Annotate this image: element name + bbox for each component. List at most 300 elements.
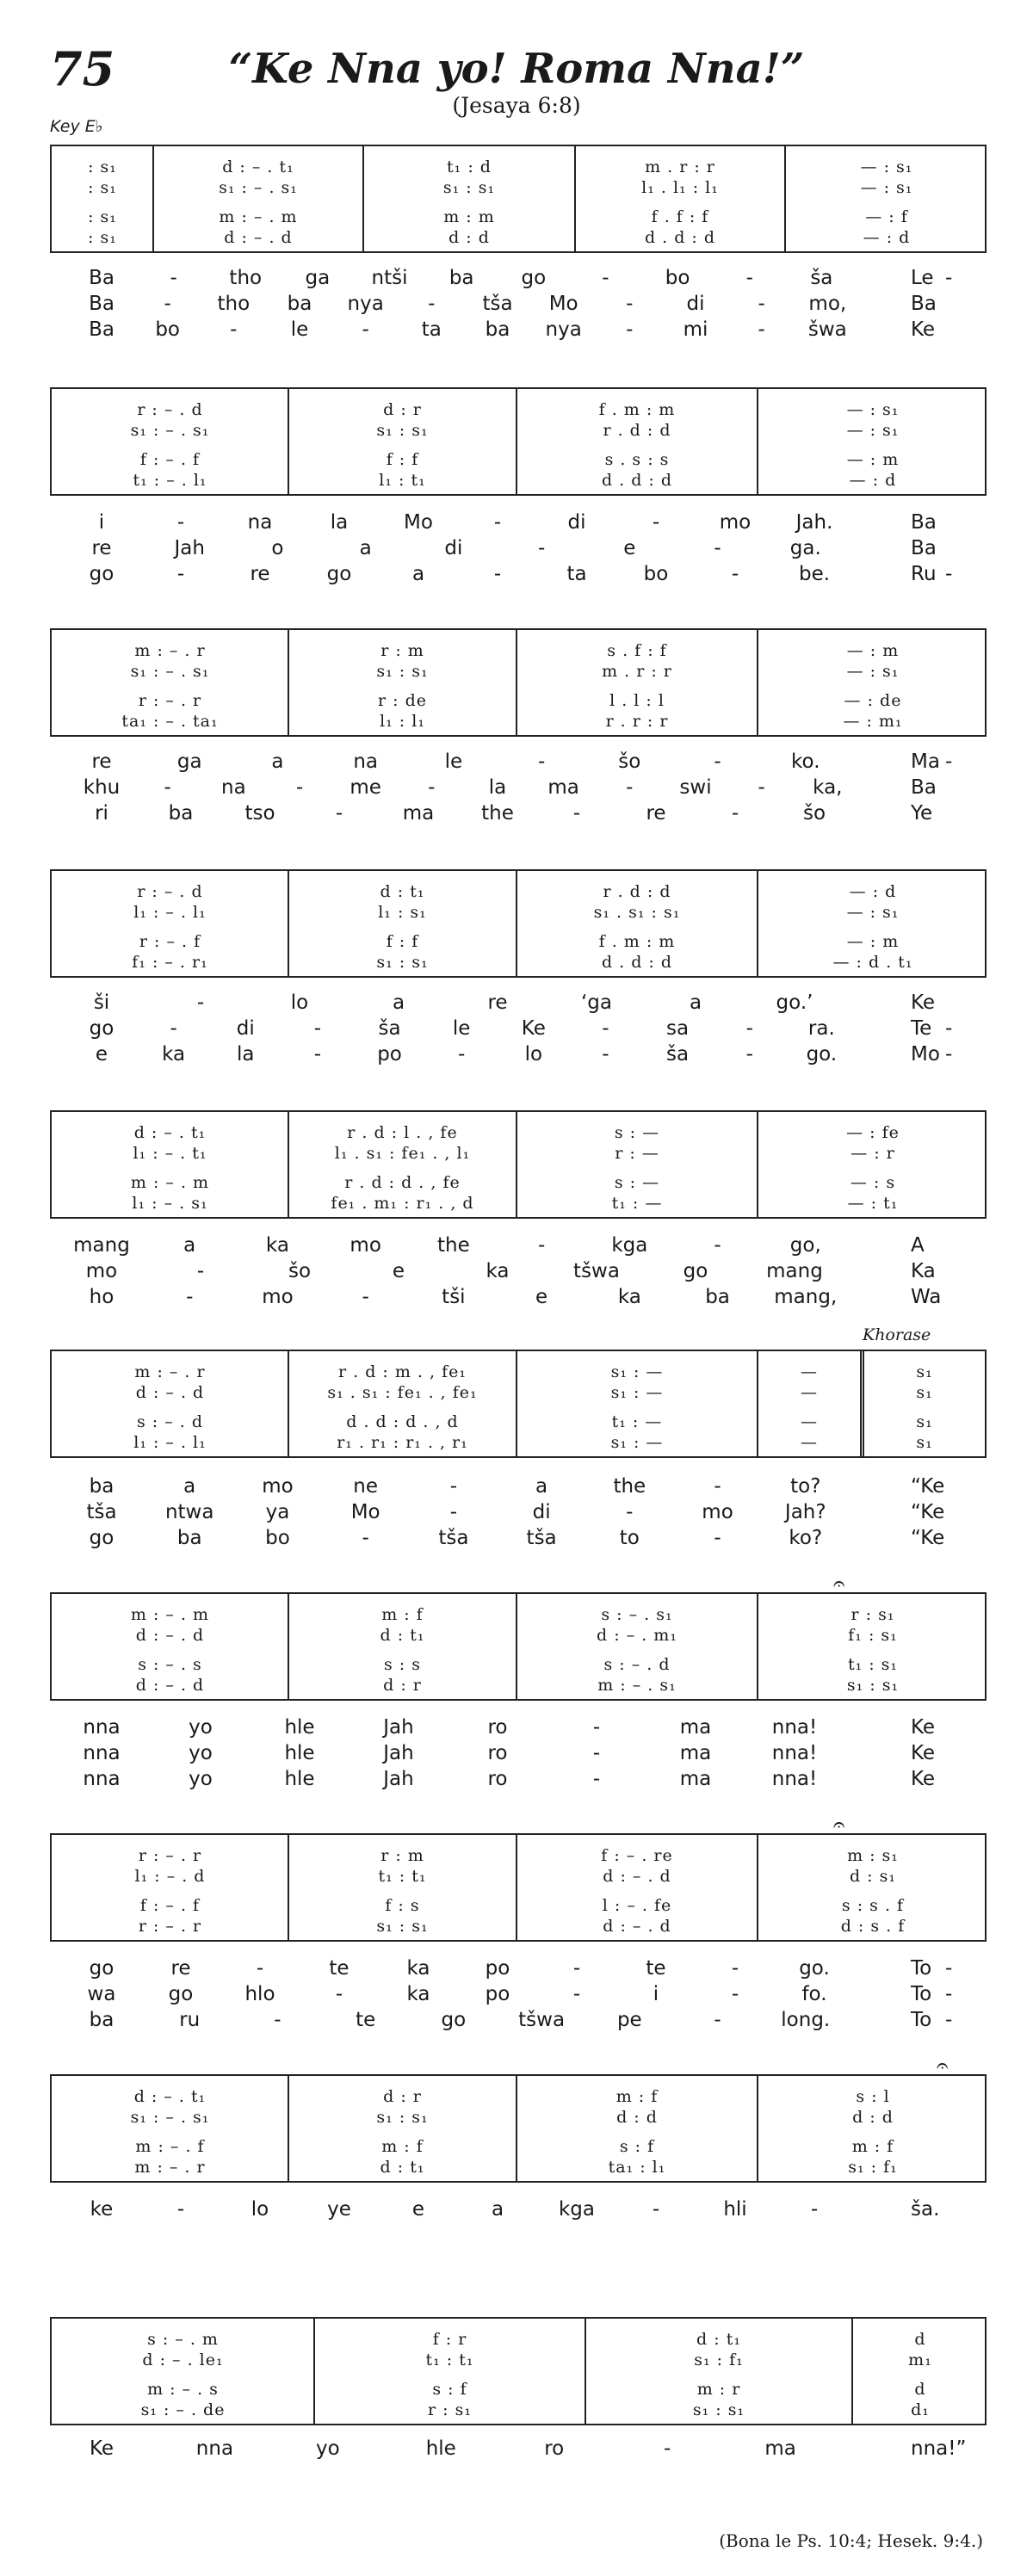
- voice-row: [52, 931, 985, 952]
- lyric-line: [50, 1499, 987, 1525]
- solfa-measure: — : fe: [846, 1123, 900, 1142]
- lyric-syllable: Ba: [89, 267, 114, 289]
- lyric-syllable: Le: [911, 267, 934, 289]
- solfa-measure: d . d : d . , d: [346, 1412, 459, 1431]
- lyric-syllable: nya: [545, 318, 582, 341]
- voice-row: [52, 470, 985, 491]
- solfa-measure: s₁ : – . de: [140, 2400, 226, 2419]
- lyric-syllable: ru: [179, 2009, 201, 2031]
- solfa-measure: —: [801, 1433, 818, 1452]
- solfa-measure: r : – . d: [137, 882, 203, 901]
- lyric-syllable: -: [714, 2009, 721, 2031]
- solfa-measure: m : m: [443, 207, 495, 226]
- score-system: [50, 1833, 987, 1942]
- lyric-syllable: nna!”: [911, 2437, 967, 2460]
- lyric-syllable: -: [714, 751, 721, 773]
- lyric-syllable: Ye: [911, 802, 933, 825]
- lyric-syllable: -: [731, 1983, 739, 2005]
- lyric-syllable: -: [652, 2198, 660, 2221]
- lyric-syllable: nna: [83, 1768, 121, 1790]
- lyric-syllable: go,: [789, 1234, 821, 1257]
- solfa-measure: : s₁: [88, 228, 117, 247]
- solfa-measure: t₁ : —: [611, 1194, 663, 1213]
- lyric-syllable: -: [626, 318, 634, 341]
- lyric-syllable: -: [945, 1017, 953, 1040]
- solfa-measure: s₁ : —: [610, 1433, 664, 1452]
- lyric-syllable: tho: [217, 293, 251, 315]
- lyric-syllable: -: [449, 1475, 458, 1498]
- lyric-syllable: di: [567, 511, 586, 534]
- voice-row: [52, 449, 985, 470]
- solfa-measure: s : s . f: [841, 1896, 905, 1915]
- voice-row: [52, 1172, 985, 1193]
- lyric-syllable: -: [945, 751, 953, 773]
- solfa-measure: — : s₁: [846, 421, 900, 440]
- lyric-syllable: re: [91, 537, 112, 559]
- lyric-line: [50, 1041, 987, 1067]
- lyric-syllable: a: [183, 1234, 196, 1257]
- lyric-syllable: nna: [195, 2437, 234, 2460]
- lyric-syllable: -: [164, 776, 171, 799]
- lyric-syllable: -: [745, 1017, 753, 1040]
- lyric-syllable: go.: [799, 1957, 830, 1980]
- solfa-measure: — : s₁: [860, 158, 913, 176]
- solfa-measure: m . r : r: [645, 158, 715, 176]
- solfa-measure: m₁: [908, 2351, 932, 2369]
- solfa-measure: —: [801, 1362, 818, 1381]
- lyric-syllable: Ba: [911, 776, 937, 799]
- lyric-syllable: -: [196, 991, 205, 1014]
- lyric-line: [50, 1232, 987, 1258]
- lyric-syllable: ši: [93, 991, 110, 1014]
- voice-row: [52, 952, 985, 973]
- score-system: [50, 1350, 987, 1458]
- lyric-syllable: a: [689, 991, 702, 1014]
- lyric-syllable: go: [441, 2009, 467, 2031]
- lyric-syllable: -: [714, 1234, 721, 1257]
- solfa-measure: : s₁: [88, 207, 117, 226]
- lyric-syllable: -: [458, 1043, 466, 1066]
- solfa-measure: s : – . s: [138, 1655, 202, 1674]
- lyric-line: [50, 1714, 987, 1740]
- lyric-syllable: tso: [244, 802, 275, 825]
- solfa-measure: f . m : m: [598, 932, 676, 951]
- voice-row: [52, 2329, 985, 2350]
- lyric-line: [50, 561, 987, 587]
- solfa-measure: : s₁: [88, 178, 117, 197]
- solfa-measure: s₁: [916, 1362, 933, 1381]
- lyric-syllable: -: [745, 267, 753, 289]
- lyric-syllable: i: [653, 1983, 659, 2005]
- solfa-measure: d : s₁: [849, 1867, 896, 1886]
- lyric-line: [50, 2196, 987, 2222]
- lyric-syllable: go: [683, 1260, 708, 1282]
- lyric-syllable: re: [250, 563, 270, 585]
- solfa-measure: s₁ : f₁: [848, 2158, 898, 2177]
- lyric-syllable: go: [521, 267, 547, 289]
- lyric-syllable: go: [168, 1983, 194, 2005]
- lyric-syllable: ša: [378, 1017, 401, 1040]
- voice-row: [52, 2157, 985, 2178]
- lyric-syllable: a: [183, 1475, 196, 1498]
- lyric-syllable: -: [758, 293, 765, 315]
- lyric-syllable: tho: [229, 267, 263, 289]
- lyric-syllable: fo.: [801, 1983, 827, 2005]
- lyric-syllable: bo: [643, 563, 669, 585]
- score-system: [50, 2317, 987, 2425]
- lyric-syllable: To: [911, 2009, 932, 2031]
- solfa-measure: s : —: [614, 1173, 660, 1192]
- voice-row: [52, 227, 985, 248]
- score-system: [50, 869, 987, 978]
- lyric-syllable: ba: [705, 1286, 730, 1308]
- lyric-syllable: -: [714, 1475, 721, 1498]
- lyric-syllable: tša: [526, 1527, 557, 1549]
- solfa-measure: f : – . re: [601, 1846, 673, 1865]
- solfa-measure: —: [801, 1412, 818, 1431]
- lyric-syllable: di: [236, 1017, 255, 1040]
- solfa-measure: t₁ : t₁: [378, 1867, 427, 1886]
- solfa-measure: s . f : f: [607, 641, 667, 660]
- voice-row: [52, 1432, 985, 1453]
- lyric-line: [50, 1766, 987, 1792]
- solfa-measure: m : – . r: [134, 2158, 206, 2177]
- lyric-syllable: ga: [176, 751, 202, 773]
- lyric-syllable: -: [602, 1043, 609, 1066]
- fermata-icon: 𝄐: [833, 1572, 845, 1596]
- lyric-syllable: po: [485, 1957, 510, 1980]
- lyric-syllable: i: [98, 511, 105, 534]
- lyric-syllable: ša: [666, 1043, 690, 1066]
- lyric-syllable: go.: [806, 1043, 838, 1066]
- solfa-measure: f . m : m: [598, 400, 676, 419]
- hymn-number: 75: [50, 41, 115, 96]
- solfa-measure: s₁ : s₁: [692, 2400, 745, 2419]
- lyric-syllable: ša: [810, 267, 833, 289]
- lyric-syllable: sa: [666, 1017, 690, 1040]
- lyric-syllable: -: [731, 1957, 739, 1980]
- lyric-syllable: ra.: [807, 1017, 835, 1040]
- lyric-syllable: swi: [679, 776, 712, 799]
- solfa-measure: — : d: [849, 471, 897, 490]
- voice-row: [52, 1362, 985, 1382]
- lyric-syllable: -: [362, 1527, 369, 1549]
- lyric-syllable: ta: [566, 563, 587, 585]
- lyric-syllable: ma: [679, 1768, 712, 1790]
- lyric-syllable: ga: [305, 267, 331, 289]
- lyric-syllable: go: [89, 1017, 114, 1040]
- lyric-syllable: -: [537, 1234, 546, 1257]
- lyric-syllable: ro: [544, 2437, 565, 2460]
- solfa-measure: r₁ . r₁ : r₁ . , r₁: [337, 1433, 468, 1452]
- lyric-syllable: -: [295, 776, 304, 799]
- solfa-measure: s : – . d: [136, 1412, 203, 1431]
- lyric-syllable: Ke: [89, 2437, 114, 2460]
- lyric-line: [50, 1955, 987, 1981]
- solfa-measure: s : s: [384, 1655, 421, 1674]
- solfa-measure: s₁ : s₁: [442, 178, 496, 197]
- solfa-measure: d : t₁: [380, 2158, 425, 2177]
- voice-row: [52, 690, 985, 711]
- solfa-measure: ta₁ : – . ta₁: [121, 712, 219, 731]
- lyric-syllable: -: [170, 1017, 177, 1040]
- lyric-syllable: bo: [155, 318, 180, 341]
- lyric-syllable: Ba: [911, 293, 937, 315]
- voice-row: [52, 1625, 985, 1646]
- lyric-syllable: Jah: [383, 1742, 414, 1764]
- lyric-line: [50, 1525, 987, 1551]
- solfa-measure: — : t₁: [847, 1194, 899, 1213]
- solfa-measure: s₁ : s₁: [846, 1676, 900, 1695]
- lyric-syllable: šo: [288, 1260, 312, 1282]
- lyric-syllable: hle: [425, 2437, 456, 2460]
- solfa-measure: m : f: [381, 1605, 424, 1624]
- lyric-syllable: -: [256, 1957, 264, 1980]
- voice-row: [52, 1916, 985, 1937]
- voice-row: [52, 1654, 985, 1675]
- voice-row: [52, 399, 985, 420]
- solfa-measure: —: [801, 1383, 818, 1402]
- lyric-syllable: -: [428, 776, 436, 799]
- lyric-syllable: nna: [83, 1742, 121, 1764]
- lyric-syllable: di: [444, 537, 463, 559]
- lyric-syllable: bo: [665, 267, 690, 289]
- solfa-measure: — : s₁: [860, 178, 913, 197]
- lyric-syllable: ro: [487, 1716, 508, 1739]
- lyric-syllable: ta: [421, 318, 442, 341]
- lyric-syllable: šwa: [807, 318, 847, 341]
- lyric-syllable: -: [176, 511, 185, 534]
- voice-row: [52, 2400, 985, 2420]
- lyric-syllable: šo: [802, 802, 826, 825]
- solfa-measure: s : – . s₁: [601, 1605, 673, 1624]
- solfa-measure: r : s₁: [428, 2400, 472, 2419]
- lyric-syllable: go: [326, 563, 352, 585]
- solfa-measure: d : t₁: [380, 1626, 425, 1645]
- solfa-measure: — : de: [844, 691, 902, 710]
- lyric-syllable: a: [411, 563, 425, 585]
- solfa-measure: t₁ : – . l₁: [133, 471, 207, 490]
- solfa-measure: l₁ : – . l₁: [133, 1433, 207, 1452]
- lyric-syllable: -: [714, 537, 721, 559]
- solfa-measure: d : – . m₁: [597, 1626, 677, 1645]
- lyric-syllable: Ba: [89, 293, 114, 315]
- lyric-syllable: re: [487, 991, 508, 1014]
- lyric-syllable: “Ke: [911, 1527, 945, 1549]
- lyric-syllable: nna!: [771, 1716, 818, 1739]
- solfa-measure: — : s: [850, 1173, 896, 1192]
- lyric-syllable: ba: [176, 1527, 202, 1549]
- lyric-syllable: -: [663, 2437, 671, 2460]
- lyric-syllable: -: [186, 1286, 194, 1308]
- lyric-syllable: le: [290, 318, 309, 341]
- lyric-syllable: ro: [487, 1742, 508, 1764]
- lyric-syllable: le: [444, 751, 463, 773]
- solfa-measure: s₁ : – . s₁: [130, 2108, 210, 2127]
- solfa-measure: m : – . m: [130, 1605, 210, 1624]
- lyric-syllable: pe: [616, 2009, 642, 2031]
- lyric-syllable: ne: [353, 1475, 379, 1498]
- lyric-syllable: Ba: [911, 537, 937, 559]
- lyric-syllable: e: [95, 1043, 108, 1066]
- voice-row: [52, 2136, 985, 2157]
- lyric-syllable: e: [623, 537, 636, 559]
- lyric-syllable: la: [237, 1043, 255, 1066]
- lyric-syllable: ma: [764, 2437, 796, 2460]
- lyric-syllable: Te: [911, 1017, 932, 1040]
- solfa-measure: s : —: [614, 1123, 660, 1142]
- solfa-measure: m : – . f: [135, 2137, 205, 2156]
- solfa-measure: — : f: [865, 207, 908, 226]
- lyric-syllable: na: [353, 751, 378, 773]
- lyric-line: [50, 2436, 987, 2462]
- lyric-syllable: Ka: [911, 1260, 936, 1282]
- lyric-line: [50, 1981, 987, 2007]
- lyric-syllable: ka: [406, 1983, 430, 2005]
- lyric-syllable: hli: [723, 2198, 747, 2221]
- solfa-measure: r . d : d: [603, 421, 671, 440]
- solfa-measure: m : – . r: [134, 1362, 206, 1381]
- solfa-measure: m : – . r: [134, 641, 206, 660]
- lyric-syllable: ntwa: [164, 1501, 214, 1523]
- lyric-syllable: mang: [766, 1260, 823, 1282]
- solfa-measure: m : – . m: [130, 1173, 210, 1192]
- voice-row: [52, 1675, 985, 1696]
- lyric-syllable: po: [377, 1043, 402, 1066]
- solfa-measure: s₁ : —: [610, 1362, 664, 1381]
- lyric-syllable: -: [537, 537, 546, 559]
- solfa-measure: : s₁: [88, 158, 117, 176]
- lyric-syllable: lo: [251, 2198, 269, 2221]
- lyric-syllable: e: [411, 2198, 425, 2221]
- lyric-syllable: -: [731, 802, 739, 825]
- solfa-measure: d : – . d: [135, 1676, 205, 1695]
- voice-row: [52, 1845, 985, 1866]
- lyric-syllable: Ma: [911, 751, 940, 773]
- solfa-measure: d : r: [383, 400, 422, 419]
- lyric-syllable: šo: [618, 751, 641, 773]
- lyric-syllable: po: [485, 1983, 510, 2005]
- voice-row: [52, 2107, 985, 2128]
- lyric-syllable: -: [493, 511, 502, 534]
- voice-row: [52, 711, 985, 732]
- lyric-syllable: ba: [89, 2009, 114, 2031]
- voice-row: [52, 207, 985, 227]
- lyric-syllable: nna!: [771, 1742, 818, 1764]
- solfa-measure: d : r: [383, 2087, 422, 2106]
- lyric-syllable: yo: [189, 1716, 213, 1739]
- lyric-syllable: mo: [349, 1234, 381, 1257]
- lyric-syllable: tši: [442, 1286, 466, 1308]
- solfa-measure: — : d . t₁: [832, 953, 913, 972]
- lyric-syllable: Wa: [911, 1286, 942, 1308]
- lyric-syllable: -: [335, 802, 343, 825]
- lyric-syllable: ma: [402, 802, 435, 825]
- lyric-syllable: to: [619, 1527, 640, 1549]
- solfa-measure: t₁ : s₁: [847, 1655, 899, 1674]
- voice-row: [52, 1122, 985, 1143]
- solfa-measure: l₁ : – . d: [134, 1867, 206, 1886]
- lyric-syllable: lo: [524, 1043, 543, 1066]
- solfa-measure: t₁ : d: [447, 158, 492, 176]
- lyric-syllable: Mo: [548, 293, 578, 315]
- lyric-syllable: “Ke: [911, 1475, 945, 1498]
- lyric-syllable: ya: [265, 1501, 290, 1523]
- solfa-measure: r . r : r: [605, 712, 669, 731]
- solfa-measure: f : – . f: [139, 450, 201, 469]
- solfa-measure: s₁ : – . s₁: [130, 421, 210, 440]
- lyric-syllable: -: [572, 1983, 581, 2005]
- score-system: [50, 387, 987, 496]
- lyric-syllable: Ke: [911, 318, 936, 341]
- lyric-syllable: yo: [189, 1768, 213, 1790]
- score-system: [50, 1592, 987, 1701]
- solfa-measure: f : s: [385, 1896, 420, 1915]
- lyric-line: [50, 317, 987, 343]
- lyric-line: [50, 1740, 987, 1766]
- solfa-measure: r : s₁: [851, 1605, 895, 1624]
- lyric-line: [50, 990, 987, 1016]
- solfa-measure: r : – . f: [139, 932, 201, 951]
- lyric-syllable: mo: [85, 1260, 118, 1282]
- lyric-syllable: -: [164, 293, 171, 315]
- lyric-line: [50, 535, 987, 561]
- voice-row: [52, 1412, 985, 1432]
- lyric-syllable: mo: [702, 1501, 733, 1523]
- lyric-syllable: the: [481, 802, 514, 825]
- solfa-measure: m : f: [615, 2087, 659, 2106]
- lyric-syllable: Mo: [911, 1043, 940, 1066]
- solfa-measure: s₁ . s₁ : fe₁ . , fe₁: [327, 1383, 478, 1402]
- solfa-measure: s₁: [916, 1412, 933, 1431]
- lyric-syllable: -: [626, 1501, 634, 1523]
- lyric-syllable: -: [626, 776, 634, 799]
- solfa-measure: ta₁ : l₁: [608, 2158, 666, 2177]
- voice-row: [52, 1866, 985, 1887]
- lyric-syllable: ro: [487, 1768, 508, 1790]
- solfa-measure: s₁ : – . s₁: [219, 178, 298, 197]
- chorus-label: Khorase: [863, 1325, 931, 1344]
- lyric-syllable: long.: [781, 2009, 831, 2031]
- solfa-measure: d . d : d: [601, 471, 673, 490]
- lyric-syllable: a: [359, 537, 372, 559]
- solfa-measure: d : d: [448, 228, 490, 247]
- lyric-syllable: A: [911, 1234, 925, 1257]
- lyric-syllable: ba: [89, 1475, 114, 1498]
- lyric-syllable: -: [176, 2198, 185, 2221]
- lyric-syllable: la: [330, 511, 349, 534]
- solfa-measure: s : l: [856, 2087, 890, 2106]
- lyric-syllable: hle: [284, 1742, 315, 1764]
- lyric-syllable: tšwa: [518, 2009, 566, 2031]
- lyric-syllable: -: [758, 776, 765, 799]
- lyric-syllable: ga.: [789, 537, 821, 559]
- voice-row: [52, 661, 985, 682]
- lyric-line: [50, 749, 987, 775]
- lyric-syllable: na: [247, 511, 273, 534]
- solfa-measure: d : – . t₁: [222, 158, 294, 176]
- lyric-syllable: ka: [162, 1043, 186, 1066]
- lyric-syllable: Jah: [383, 1768, 414, 1790]
- footnote: (Bona le Ps. 10:4; Hesek. 9:4.): [719, 2530, 983, 2551]
- lyric-syllable: Ke: [911, 1742, 936, 1764]
- lyric-syllable: ba: [485, 318, 510, 341]
- solfa-measure: r : m: [380, 1846, 424, 1865]
- solfa-measure: l . l : l: [609, 691, 665, 710]
- solfa-measure: l₁ : t₁: [379, 471, 426, 490]
- solfa-measure: m : – . m: [219, 207, 298, 226]
- lyric-syllable: mang,: [774, 1286, 838, 1308]
